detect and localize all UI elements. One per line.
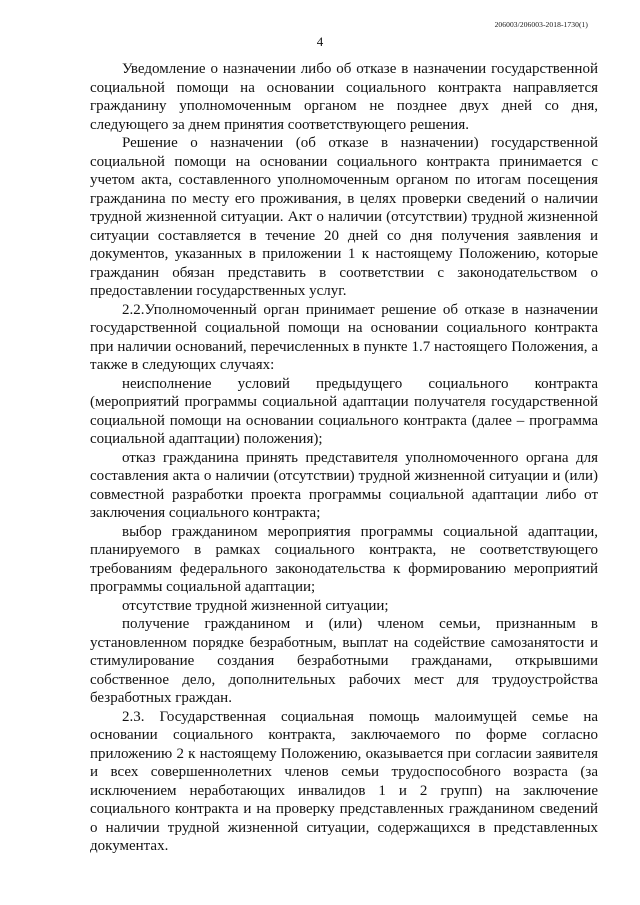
list-item-no-hardship: отсутствие трудной жизненной ситуации; <box>122 597 389 614</box>
paragraph-decision-basis: Решение о назначении (об отказе в назначении) государственной социальной помощи на основании социального контракта принимается с учетом акта, составленного уполномоченным органом по итогам посещения гражданина по месту его проживания, в целях проверки сведений о наличии трудной жизненной ситуации. Акт о наличии (отсутствии) трудной жизненной ситуации составляется в течение 20 дней со дня получения заявления и документов, указанных в приложении 1 к настоящему Положению, которые гражданин обязан представить в соответствии с законодательством о предоставлении государственных услуг. <box>90 135 598 299</box>
paragraph-notification: Уведомление о назначении либо об отказе в назначении государственной социальной помощи на основании социального контракта направляется гражданину уполномоченным органом не позднее двух дней со дня, следующего за днем принятия соответствующего решения. <box>90 61 598 133</box>
list-item-choice-mismatch: выбор гражданином мероприятия программы социальной адаптации, планируемого в рамках социального контракта, не соответствующего требованиям федерального законодательства к формированию мероприятий программы социальной адаптации; <box>90 523 598 595</box>
document-id: 206003/206003-2018-1730(1) <box>494 20 588 29</box>
paragraph-2-3: 2.3. Государственная социальная помощь малоимущей семье на основании социального контракта, заключаемого по форме согласно приложению 2 к настоящему Положению, оказывается при согласии заявителя и всех совершеннолетних членов семьи трудоспособного возраста (за исключением неработающих инвалидов 1 и 2 групп) на заключение социального контракта и на проверку представленных гражданином сведений о наличии трудной жизненной ситуации, содержащихся в представленных документах. <box>90 708 598 854</box>
document-body <box>90 60 598 856</box>
list-item-refusal: отказ гражданина принять представителя уполномоченного органа для составления акта о наличии (отсутствии) трудной жизненной ситуации и (или) совместной разработки проекта программы социальной адаптации либо от заключения социального контракта; <box>90 449 598 521</box>
list-item-unemployment-payments: получение гражданином и (или) членом семьи, признанным в установленном порядке безработным, выплат на содействие самозанятости и стимулирование создания безработными гражданами, открывшими собственное дело, дополнительных рабочих мест для трудоустройства безработных граждан. <box>90 616 598 706</box>
list-item-nonfulfillment: неисполнение условий предыдущего социального контракта (мероприятий программы социальной адаптации получателя государственной социальной помощи на основании социального контракта (далее – программа социальной адаптации) положения); <box>90 375 598 447</box>
page-number: 4 <box>316 34 324 49</box>
paragraph-2-2: 2.2.Уполномоченный орган принимает решение об отказе в назначении государственной социальной помощи на основании социального контракта при наличии оснований, перечисленных в пункте 1.7 настоящего Положения, а также в следующих случаях: <box>90 301 598 373</box>
